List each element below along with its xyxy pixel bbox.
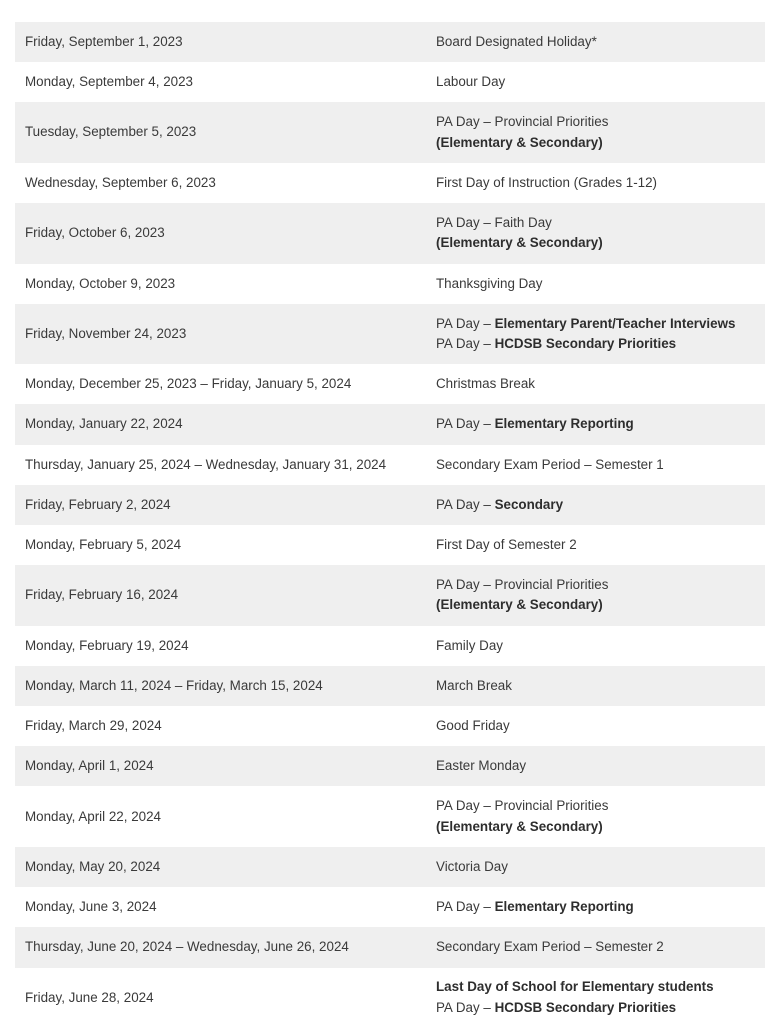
event-text-bold: (Elementary & Secondary) <box>436 818 603 834</box>
event-text-bold: Elementary Parent/Teacher Interviews <box>494 315 736 331</box>
event-cell <box>426 626 765 666</box>
event-line <box>436 32 755 52</box>
date-cell: Wednesday, September 6, 2023 <box>15 163 426 203</box>
event-text: PA Day – <box>436 999 495 1015</box>
date-cell: Friday, March 29, 2024 <box>15 706 426 746</box>
event-cell <box>426 786 765 847</box>
event-line <box>436 636 755 656</box>
event-text: Secondary Exam Period – Semester 1 <box>436 456 664 472</box>
event-cell <box>426 264 765 304</box>
date-cell: Friday, September 1, 2023 <box>15 22 426 62</box>
date-cell: Tuesday, September 5, 2023 <box>15 102 426 163</box>
date-cell: Thursday, January 25, 2024 – Wednesday, January 31, 2024 <box>15 445 426 485</box>
date-cell: Monday, October 9, 2023 <box>15 264 426 304</box>
event-text: Board Designated Holiday* <box>436 33 597 49</box>
event-line <box>436 455 755 475</box>
event-cell <box>426 927 765 967</box>
event-text: PA Day – <box>436 496 495 512</box>
table-row <box>15 22 765 62</box>
event-text-bold: (Elementary & Secondary) <box>436 597 603 613</box>
event-line <box>436 334 755 354</box>
event-line <box>436 72 755 92</box>
event-line <box>436 716 755 736</box>
table-row <box>15 968 765 1029</box>
date-cell: Monday, April 1, 2024 <box>15 746 426 786</box>
event-line <box>436 233 755 253</box>
event-text: PA Day – Provincial Priorities <box>436 577 609 593</box>
event-line <box>436 817 755 837</box>
table-row <box>15 746 765 786</box>
event-text: Good Friday <box>436 718 510 733</box>
event-text: First Day of Semester 2 <box>436 536 577 552</box>
event-line <box>436 535 755 555</box>
table-row <box>15 887 765 927</box>
event-line <box>436 756 755 776</box>
event-text-bold: HCDSB Secondary Priorities <box>494 999 677 1015</box>
event-text: March Break <box>436 677 512 693</box>
event-text: Family Day <box>436 637 503 653</box>
event-text-bold: Secondary <box>494 496 564 512</box>
date-cell: Monday, September 4, 2023 <box>15 62 426 102</box>
event-text-bold: Elementary Reporting <box>494 899 634 915</box>
event-text: Labour Day <box>436 74 506 90</box>
event-text: PA Day – Provincial Priorities <box>436 114 609 130</box>
event-cell <box>426 102 765 163</box>
table-row <box>15 404 765 444</box>
table-row <box>15 786 765 847</box>
table-row <box>15 203 765 264</box>
event-text-bold: (Elementary & Secondary) <box>436 134 603 150</box>
event-text: PA Day – Faith Day <box>436 215 552 231</box>
event-text: PA Day – <box>436 899 495 915</box>
event-line <box>436 314 755 334</box>
table-row <box>15 525 765 565</box>
event-line <box>436 575 755 595</box>
event-line <box>436 676 755 696</box>
table-row <box>15 485 765 525</box>
calendar-body <box>15 22 765 1028</box>
event-text: Thanksgiving Day <box>436 275 543 291</box>
event-cell <box>426 404 765 444</box>
event-cell <box>426 203 765 264</box>
event-line <box>436 897 755 917</box>
event-line <box>436 414 755 434</box>
event-text: First Day of Instruction (Grades 1-12) <box>436 174 658 190</box>
table-row <box>15 102 765 163</box>
event-line <box>436 133 755 153</box>
event-text: PA Day – Provincial Priorities <box>436 798 609 814</box>
event-cell <box>426 485 765 525</box>
event-line <box>436 977 755 997</box>
event-cell <box>426 364 765 404</box>
date-cell: Monday, May 20, 2024 <box>15 847 426 887</box>
table-row <box>15 927 765 967</box>
event-cell <box>426 62 765 102</box>
event-text: Easter Monday <box>436 758 527 774</box>
date-cell: Monday, February 5, 2024 <box>15 525 426 565</box>
table-row <box>15 706 765 746</box>
table-row <box>15 62 765 102</box>
event-text-bold: HCDSB Secondary Priorities <box>494 336 677 351</box>
event-cell <box>426 163 765 203</box>
event-text: Victoria Day <box>436 858 508 874</box>
date-cell: Monday, December 25, 2023 – Friday, January 5, 2024 <box>15 364 426 404</box>
event-line <box>436 274 755 294</box>
event-cell <box>426 746 765 786</box>
event-cell <box>426 968 765 1029</box>
table-row <box>15 565 765 626</box>
event-line <box>436 998 755 1018</box>
date-cell: Friday, February 16, 2024 <box>15 565 426 626</box>
table-row <box>15 847 765 887</box>
table-row <box>15 163 765 203</box>
event-line <box>436 213 755 233</box>
table-row <box>15 666 765 706</box>
event-cell <box>426 706 765 746</box>
date-cell: Friday, October 6, 2023 <box>15 203 426 264</box>
table-row <box>15 304 765 365</box>
date-cell: Monday, January 22, 2024 <box>15 404 426 444</box>
event-cell <box>426 304 765 365</box>
event-text: PA Day – <box>436 315 495 331</box>
date-cell: Monday, April 22, 2024 <box>15 786 426 847</box>
date-cell: Monday, March 11, 2024 – Friday, March 15, 2024 <box>15 666 426 706</box>
event-text-bold: Last Day of School for Elementary students <box>436 979 714 995</box>
event-line <box>436 112 755 132</box>
event-cell <box>426 565 765 626</box>
event-cell <box>426 887 765 927</box>
event-cell <box>426 666 765 706</box>
event-line <box>436 495 755 515</box>
table-row <box>15 264 765 304</box>
date-cell: Monday, June 3, 2024 <box>15 887 426 927</box>
event-text: PA Day – <box>436 336 495 351</box>
event-line <box>436 796 755 816</box>
event-cell <box>426 525 765 565</box>
date-cell: Friday, June 28, 2024 <box>15 968 426 1029</box>
event-line <box>436 173 755 193</box>
event-line <box>436 374 755 394</box>
event-line <box>436 937 755 957</box>
date-cell: Thursday, June 20, 2024 – Wednesday, June 26, 2024 <box>15 927 426 967</box>
date-cell: Monday, February 19, 2024 <box>15 626 426 666</box>
event-cell <box>426 847 765 887</box>
event-cell <box>426 22 765 62</box>
event-cell <box>426 445 765 485</box>
date-cell: Friday, November 24, 2023 <box>15 304 426 365</box>
table-row <box>15 626 765 666</box>
event-text: Secondary Exam Period – Semester 2 <box>436 939 664 955</box>
event-text-bold: (Elementary & Secondary) <box>436 235 603 251</box>
event-line <box>436 857 755 877</box>
event-text-bold: Elementary Reporting <box>494 416 634 432</box>
event-text: PA Day – <box>436 416 495 432</box>
school-calendar-table <box>15 22 765 1028</box>
event-text: Christmas Break <box>436 376 535 392</box>
table-row <box>15 364 765 404</box>
calendar-container <box>15 22 765 1028</box>
date-cell: Friday, February 2, 2024 <box>15 485 426 525</box>
event-line <box>436 595 755 615</box>
table-row <box>15 445 765 485</box>
